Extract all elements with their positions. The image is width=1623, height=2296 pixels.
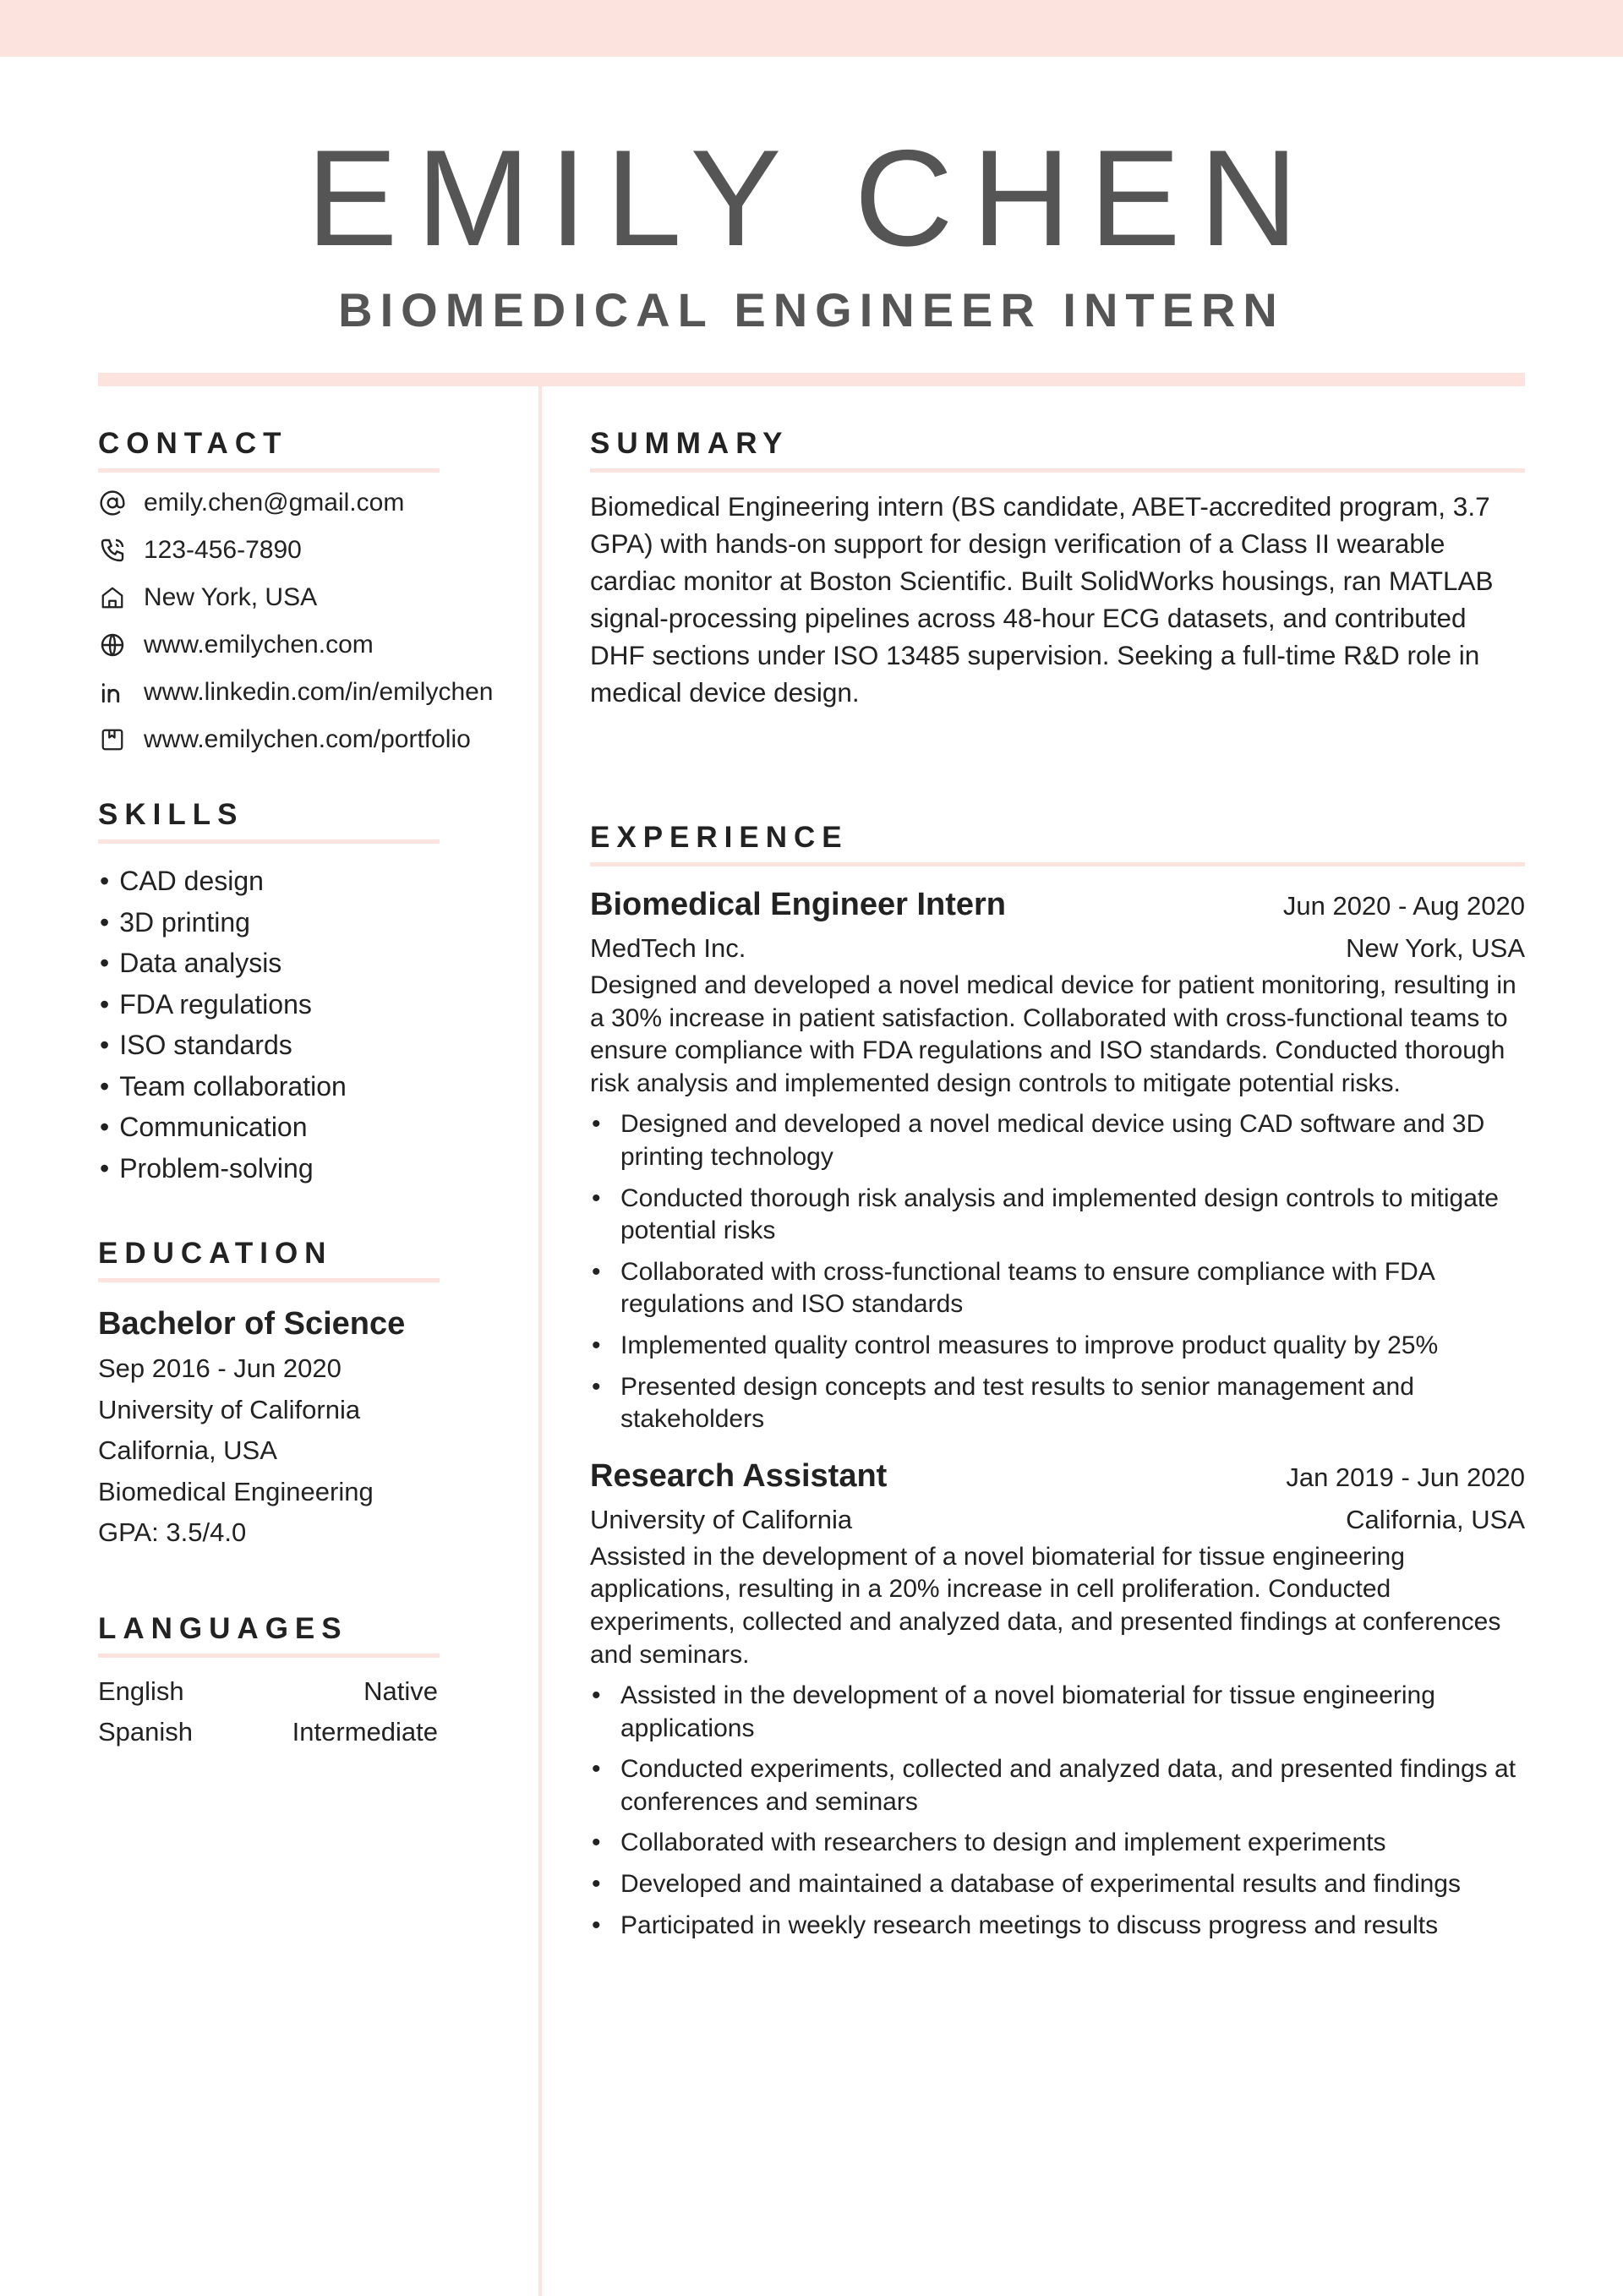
portfolio-icon: [98, 725, 127, 754]
job-entry: [590, 1455, 1525, 1943]
experience-heading: EXPERIENCE: [590, 821, 849, 854]
skill-item: • FDA regulations: [98, 984, 521, 1025]
education-section: [98, 1233, 521, 1554]
skills-heading-rule: [98, 839, 440, 844]
job-title: Research Assistant: [590, 1457, 888, 1494]
job-title: Biomedical Engineer Intern: [590, 887, 1006, 922]
contact-portfolio: [98, 724, 521, 755]
skill-item: • 3D printing: [98, 902, 521, 943]
skill-item: • Communication: [98, 1107, 521, 1148]
job-description: Assisted in the development of a novel biomaterial for tissue engineering applications, resulting in a 20% increase in cell proliferation. Conducted experiments, collected and analyzed data, and presented findings at conferences and seminars.: [590, 1542, 1501, 1669]
job-header: [590, 1455, 1525, 1499]
job-location: New York, USA: [1346, 933, 1525, 963]
experience-heading-rule: [590, 862, 1525, 866]
job-subheader: [590, 1499, 1525, 1541]
skill-item: • Team collaboration: [98, 1066, 521, 1107]
education-school: University of California: [98, 1394, 361, 1424]
right-column: [590, 423, 1525, 1939]
languages-section: [98, 1608, 521, 1752]
left-column: [98, 423, 521, 1752]
home-icon: [98, 583, 127, 612]
summary-heading-rule: [590, 468, 1525, 473]
candidate-name: EMILY CHEN: [306, 122, 1317, 275]
job-bullet: • Collaborated with cross-functional teams to ensure compliance with FDA regulations and ISO standards: [590, 1256, 1525, 1321]
summary-heading: SUMMARY: [590, 427, 790, 460]
contact-location: [98, 582, 521, 613]
contact-phone: [98, 535, 521, 566]
job-dates: Jun 2020 - Aug 2020: [1282, 891, 1525, 921]
contact-website: [98, 630, 521, 660]
contact-portfolio-text[interactable]: www.emilychen.com/portfolio: [144, 725, 471, 753]
job-bullet: • Developed and maintained a database of experimental results and findings: [590, 1868, 1525, 1901]
education-degree: Bachelor of Science: [98, 1306, 406, 1342]
education-dates: Sep 2016 - Jun 2020: [98, 1353, 342, 1383]
language-row: [98, 1712, 438, 1752]
column-divider: [538, 386, 542, 2296]
job-bullet: • Designed and developed a novel medical device using CAD software and 3D printing technology: [590, 1108, 1525, 1173]
language-level: Native: [363, 1676, 438, 1706]
contact-section: [98, 423, 521, 755]
contact-heading: CONTACT: [98, 427, 288, 460]
experience-section: [590, 817, 1525, 1950]
language-level: Intermediate: [292, 1716, 438, 1747]
contact-website-text[interactable]: www.emilychen.com: [144, 631, 374, 659]
header-divider: [98, 373, 1525, 386]
job-header: [590, 883, 1525, 927]
education-gpa: GPA: 3.5/4.0: [98, 1517, 247, 1547]
job-bullet: • Assisted in the development of a novel biomaterial for tissue engineering applications: [590, 1680, 1525, 1745]
contact-list: [98, 488, 521, 755]
at-sign-icon: [98, 489, 127, 517]
phone-icon: [98, 536, 127, 565]
contact-email-text[interactable]: emily.chen@gmail.com: [144, 489, 405, 517]
job-entry: [590, 883, 1525, 1436]
summary-section: [590, 423, 1525, 711]
job-bullet: • Participated in weekly research meetings to discuss progress and results: [590, 1910, 1525, 1943]
job-bullet: • Conducted experiments, collected and analyzed data, and presented findings at conferences and seminars: [590, 1753, 1525, 1818]
job-company: University of California: [590, 1504, 853, 1534]
job-company: MedTech Inc.: [590, 933, 746, 963]
job-bullet: • Collaborated with researchers to design and implement experiments: [590, 1827, 1525, 1860]
skill-item: • ISO standards: [98, 1025, 521, 1066]
job-bullet: • Conducted thorough risk analysis and implemented design controls to mitigate potential risks: [590, 1183, 1525, 1248]
job-location: California, USA: [1346, 1504, 1525, 1534]
education-heading-rule: [98, 1278, 440, 1282]
job-bullet: • Implemented quality control measures to improve product quality by 25%: [590, 1330, 1525, 1363]
linkedin-icon: [98, 678, 127, 707]
summary-text: Biomedical Engineering intern (BS candidate, ABET-accredited program, 3.7 GPA) with hands-on support for design verification of a Class II wearable cardiac monitor at Boston Scientific. Built SolidWorks housings, ran MATLAB signal-processing pipelines across 48-hour ECG datasets, and contributed DHF sections under ISO 13485 supervision. Seeking a full-time R&D role in medical device design.: [590, 491, 1494, 708]
education-major: Biomedical Engineering: [98, 1476, 374, 1506]
skill-item: • Data analysis: [98, 943, 521, 984]
contact-linkedin-text[interactable]: www.linkedin.com/in/emilychen: [144, 678, 494, 706]
contact-linkedin: [98, 677, 521, 708]
contact-email: [98, 488, 521, 518]
skills-heading: SKILLS: [98, 798, 244, 831]
education-heading: EDUCATION: [98, 1237, 333, 1270]
globe-icon: [98, 631, 127, 659]
job-dates: Jan 2019 - Jun 2020: [1286, 1462, 1525, 1492]
languages-list: [98, 1671, 521, 1752]
contact-phone-text[interactable]: 123-456-7890: [144, 536, 302, 564]
top-accent-band: [0, 0, 1623, 57]
job-bullets: [590, 1108, 1525, 1435]
job-description: Designed and developed a novel medical device for patient monitoring, resulting in a 30% increase in patient satisfaction. Collaborated with cross-functional teams to ensure compliance with FDA regulations and ISO standards. Conducted thorough risk analysis and implemented design controls to mitigate potential risks.: [590, 971, 1516, 1097]
contact-location-text: New York, USA: [144, 583, 318, 611]
languages-heading: LANGUAGES: [98, 1611, 348, 1645]
skill-item: • CAD design: [98, 861, 521, 902]
language-row: [98, 1671, 438, 1712]
candidate-title: BIOMEDICAL ENGINEER INTERN: [338, 283, 1285, 336]
job-subheader: [590, 927, 1525, 970]
job-bullet: • Presented design concepts and test results to senior management and stakeholders: [590, 1371, 1525, 1436]
skills-section: [98, 794, 521, 1189]
contact-heading-rule: [98, 468, 440, 473]
language-name: Spanish: [98, 1716, 194, 1747]
skills-list: [98, 861, 521, 1189]
job-bullets: [590, 1680, 1525, 1942]
language-name: English: [98, 1676, 184, 1706]
languages-heading-rule: [98, 1654, 440, 1658]
skill-item: • Problem-solving: [98, 1148, 521, 1189]
education-location: California, USA: [98, 1435, 277, 1465]
